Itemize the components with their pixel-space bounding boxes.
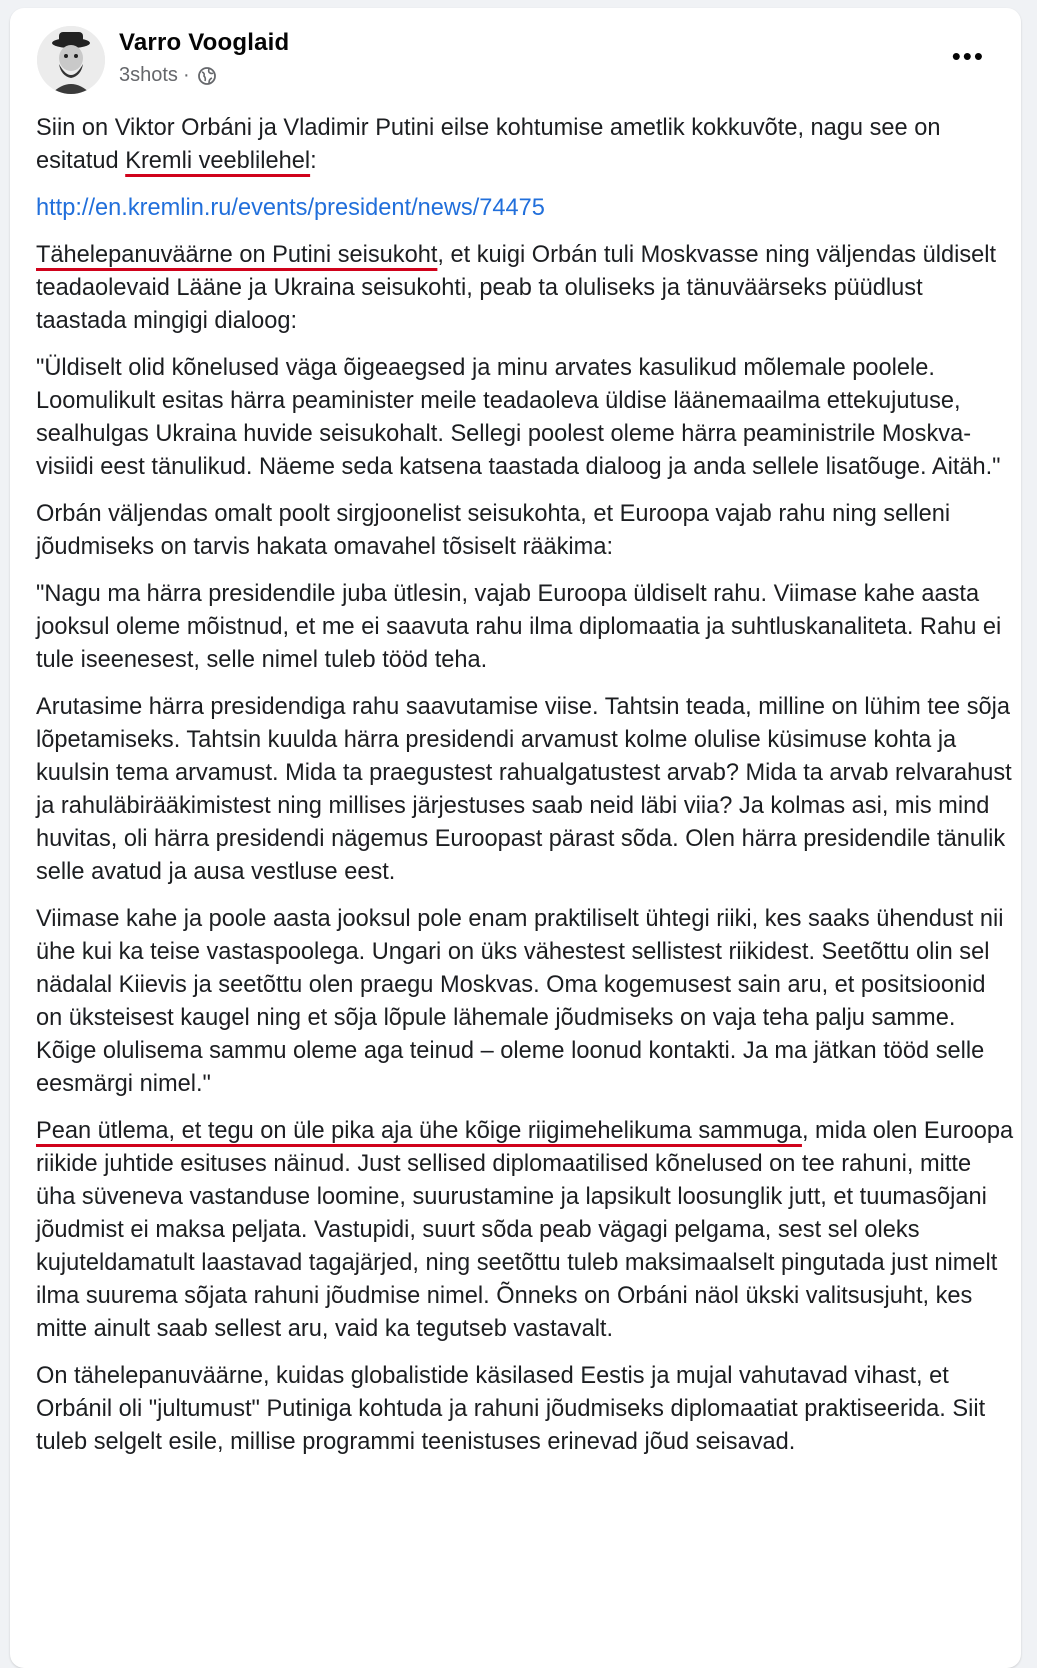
paragraph-9: On tähelepanuväärne, kuidas globalistide käsilased Eestis ja mujal vahutavad vihast, et Orbánil oli "jultumust" Putiniga kohtuda ja rahuni jõudmiseks diplomaatiat praktiseerida. Siit tuleb selgelt esile, millise programmi teenistuses erinevad jõud seisavad.: [36, 1363, 986, 1455]
paragraph-6: Arutasime härra presidendiga rahu saavutamise viise. Tahtsin teada, milline on lühim tee sõja lõpetamiseks. Tahtsin kuulda härra presidendi arvamust kolme olulise küsimuse kohta ja kuulsin tema arvamust. Mida ta praegustest rahualgatustest arvab? Mida ta arvab relvarahust ja rahuläbirääkimistest ning millises järjestuses saab neid läbi viia? Ja kolmas asi, mis mind huvitas, oli härra presidendi nägemus Euroopast pärast sõda. Olen härra presidendile tänulik selle avatud ja ausa vestluse eest.: [36, 694, 1012, 885]
underlined-phrase-statesman: Pean ütlema, et tegu on üle pika aja ühe kõige riigimehelikuma sammuga: [36, 1118, 802, 1144]
paragraph-8: [36, 1115, 1016, 1346]
paragraph-7: Viimase kahe ja poole aasta jooksul pole enam praktiliselt ühtegi riiki, kes saaks ühendust nii ühe kui ka teise vastaspoolega. Ungari on üks vähestest sellistest riikidest. Seetõttu olin sel nädalal Kiievis ja seetõttu olen praegu Moskvas. Oma kogemusest sain aru, et positsioonid on üksteisest kaugel ning et sõja lõpule lähemale jõudmiseks on vaja teha palju samme. Kõige olulisema sammu oleme aga teinud – oleme loonud kontakti. Ja ma jätkan tööd selle eesmärgi nimel.": [36, 906, 1004, 1097]
avatar[interactable]: [37, 26, 105, 94]
author-name[interactable]: Varro Vooglaid: [119, 29, 290, 56]
underlined-phrase-putin: Tähelepanuväärne on Putini seisukoht: [36, 242, 438, 268]
paragraph-link: [36, 192, 1016, 225]
kremlin-link[interactable]: http://en.kremlin.ru/events/president/news/74475: [36, 195, 545, 221]
paragraph-2-text: , et kuigi Orbán tuli Moskvasse ning väljendas üldiselt teadaolevaid Lääne ja Ukraina seisukohti, peab ta oluliseks ja tänuväärseks püüdlust taastada mingigi dialoog:: [36, 242, 997, 334]
post-body: [36, 112, 1016, 1473]
paragraph-3: "Üldiselt olid kõnelused väga õigeaegsed ja minu arvates kasulikud mõlemale poolele. Loomulikult esitas härra peaminister meile teadaoleva üldise läänemaailma ettekujutuse, sealhulgas Ukraina huvide seisukohalt. Sellegi poolest oleme härra peaministrile Moskva-visiidi eest tänulikud. Näeme seda katsena taastada dialoog ja anda sellele lisatõuge. Aitäh.": [36, 355, 1001, 480]
paragraph-8-text: , mida olen Euroopa riikide juhtide esituses näinud. Just sellised diplomaatilised kõnelused on tee rahuni, mitte üha süveneva vastanduse loomine, suurustamine ja lapsikult loosunglik jutt, et tuumasõjani jõudmist ei maksa peljata. Vastupidi, suurt sõda peab vägagi pelgama, sest sel oleks kujuteldamatult laastavad tagajärjed, ning seetõttu tuleb maksimaalselt pingutada just nimelt ilma suurema sõjata rahuni jõudmise nimel. Õnneks on Orbáni näol ükski valitsusjuht, kes mitte ainult saab sellest aru, vaid ka tegutseb vastavalt.: [36, 1118, 1014, 1342]
post-card: [10, 8, 1021, 1668]
paragraph-4: Orbán väljendas omalt poolt sirgjoonelist seisukohta, et Euroopa vajab rahu ning selleni jõudmiseks on tarvis hakata omavahel tõsiselt rääkima:: [36, 501, 951, 560]
paragraph-1-text: Siin on Viktor Orbáni ja Vladimir Putini eilse kohtumise ametlik kokkuvõte, nagu see on esitatud: [36, 115, 941, 174]
post-meta: [119, 64, 217, 87]
paragraph-1: [36, 112, 1016, 178]
avatar-portrait-icon: [37, 26, 105, 94]
paragraph-1-colon: :: [310, 148, 317, 174]
meta-separator: ·: [182, 64, 190, 86]
paragraph-5: "Nagu ma härra presidendile juba ütlesin, vajab Euroopa üldiselt rahu. Viimase kahe aasta jooksul oleme mõistnud, et me ei saavuta rahu ilma diplomaatia ja suhtluskanaliteta. Rahu ei tule iseenesest, selle nimel tuleb tööd teha.: [36, 581, 1002, 673]
post-time[interactable]: 3shots: [119, 64, 178, 86]
more-options-button[interactable]: •••: [951, 41, 985, 71]
paragraph-2: [36, 239, 1016, 338]
underlined-phrase-kremlin: Kremli veeblilehel: [125, 148, 311, 174]
globe-icon[interactable]: [197, 66, 217, 86]
